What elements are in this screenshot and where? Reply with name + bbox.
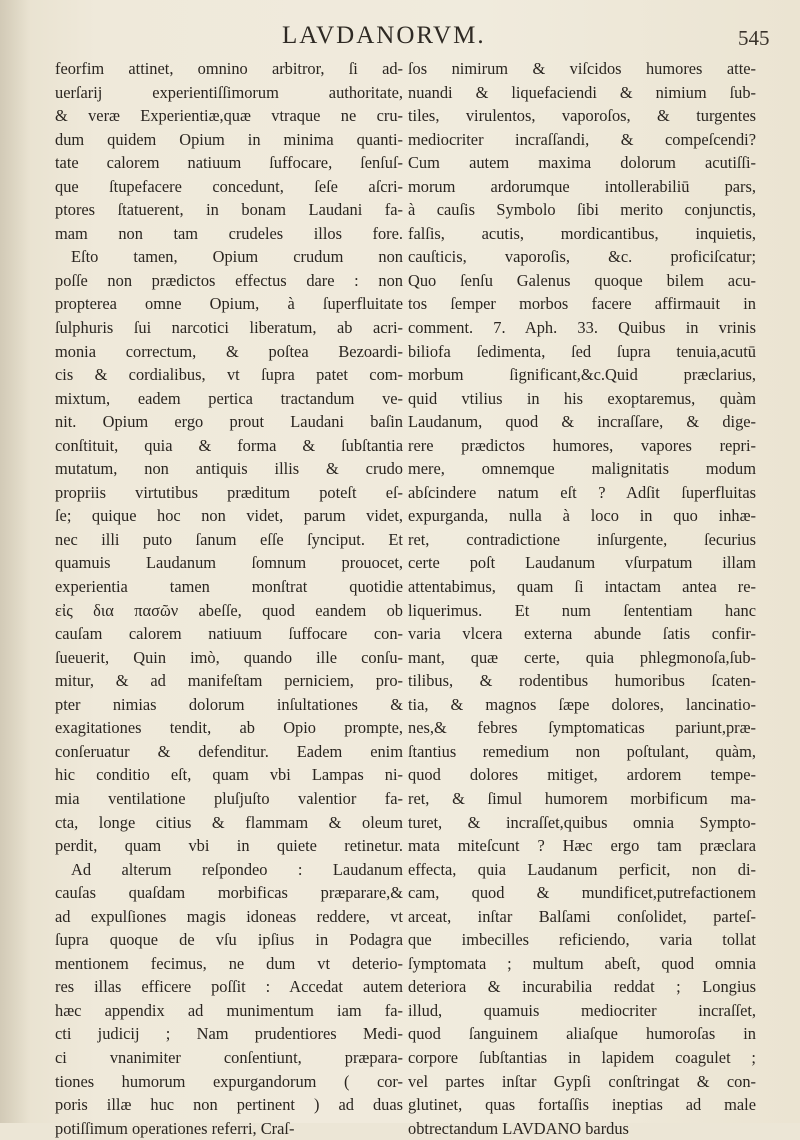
text-line: arceat, inſtar Balſami conſolidet, parteſ- [408, 906, 756, 926]
text-line: vel partes inſtar Gypſi conſtringat & con- [408, 1071, 756, 1091]
text-line: mia ventilatione pluſjuſto valentior fa- [55, 788, 403, 808]
text-line: mutatum, non antiquis illis & crudo [55, 459, 403, 479]
text-line: ad expulſiones magis idoneas reddere, vt [55, 906, 403, 926]
right-text-column [408, 57, 756, 1140]
text-line: potiſſimum operationes referri, Craſ- [55, 1118, 295, 1138]
text-line: abſcindere natum eſt ? Adſit ſuperfluitas [408, 482, 756, 502]
text-line: cis & cordialibus, vt ſupra patet com- [55, 365, 403, 385]
text-line: Ad alterum reſpondeo : Laudanum [71, 859, 403, 879]
text-line: expurganda, nulla à loco in quo inhæ- [408, 506, 756, 526]
text-line: mata miteſcunt ? Hæc ergo tam præclara [408, 836, 756, 856]
text-line: tate calorem natiuum ſuffocare, ſenſuſ- [55, 153, 403, 173]
text-line: poſſe non prædictos effectus dare : non [55, 270, 403, 290]
text-line: ſupra quoque de vſu ipſius in Podagra [55, 930, 403, 950]
text-line: nit. Opium ergo prout Laudani baſin [55, 412, 403, 432]
text-line: poris illæ huc non pertinent ) ad duas [55, 1095, 403, 1115]
text-line: Quo ſenſu Galenus quoque bilem acu- [408, 270, 756, 290]
text-line: attentabimus, quam ſi intactam antea re- [408, 577, 756, 597]
text-line: propterea omne Opium, à ſuperfluitate [55, 294, 403, 314]
text-line: ſulphuris ſui narcotici liberatum, ab acri- [55, 318, 403, 338]
text-line: turet, & incraſſet,quibus omnia Sympto- [408, 812, 756, 832]
text-line: res illas efficere poſſit : Accedat autem [55, 977, 403, 997]
text-line: quod dolores mitiget, ardorem tempe- [408, 765, 756, 785]
text-line: biliofa ſedimenta, ſed ſupra tenuia,acutū [408, 341, 756, 361]
page-number: 545 [738, 26, 770, 50]
text-line: ſueuerit, Quin imò, quando ille conſu- [55, 647, 403, 667]
text-line: tiles, virulentos, vaporoſos, & turgentes [408, 106, 756, 126]
text-line: tilibus, & rodentibus humoribus ſcaten- [408, 671, 756, 691]
text-line: deteriora & incurabilia reddat ; Longius [408, 977, 756, 997]
text-line: mixtum, eadem pertica tractandum ve- [55, 388, 403, 408]
text-line: ci vnanimiter conſentiunt, præpara- [55, 1047, 403, 1067]
text-line: varia vlcera externa abunde ſatis confir- [408, 624, 756, 644]
text-line: quod ſanguinem aliaſque humoroſas in [408, 1024, 756, 1044]
text-line: obtrectandum LAVDANO bardus [408, 1118, 629, 1138]
text-line: effecta, quia Laudanum perficit, non di- [408, 859, 756, 879]
text-line: ret, & ſimul humorem morbificum ma- [408, 788, 756, 808]
text-line: Laudanum, quod & incraſſare, & dige- [408, 412, 756, 432]
text-line: cti judicij ; Nam prudentiores Medi- [55, 1024, 403, 1044]
text-line: cauſam calorem natiuum ſuffocare con- [55, 624, 403, 644]
text-line: hic conditio eſt, quam vbi Lampas ni- [55, 765, 403, 785]
text-line: cauſas quaſdam morbificas præparare,& [55, 883, 403, 903]
text-line: ſymptomata ; multum abeſt, quod omnia [408, 953, 756, 973]
running-head [0, 22, 800, 52]
text-line: mentionem fecimus, ne dum vt deterio- [55, 953, 403, 973]
text-line: experientia tamen monſtrat quotidie [55, 577, 403, 597]
text-line: tiones humorum expurgandorum ( cor- [55, 1071, 403, 1091]
text-line: mam non tam crudeles illos fore. [55, 223, 403, 243]
text-line: falſis, acutis, mordicantibus, inquietis, [408, 223, 756, 243]
text-line: cam, quod & mundificet,putrefactionem [408, 883, 756, 903]
text-line: nuandi & liquefaciendi & nimium ſub- [408, 82, 756, 102]
text-line: conſeruatur & defenditur. Eadem enim [55, 741, 403, 761]
text-line: & veræ Experientiæ,quæ vtraque ne cru- [55, 106, 403, 126]
text-line: illud, quamuis mediocriter incraſſet, [408, 1000, 756, 1020]
text-line: morbum ſignificant,&c.Quid præclarius, [408, 365, 756, 385]
text-line: pter nimias dolorum inſultationes & [55, 694, 403, 714]
text-line: morum ardorumque intollerabiliū pars, [408, 176, 756, 196]
running-head-title: LAVDANORVM. [282, 22, 486, 49]
text-line: ſe; quique hoc non videt, parum videt, [55, 506, 403, 526]
text-line: corpore ſubſtantias in lapidem coagulet ; [408, 1047, 756, 1067]
text-line: glutinet, quas fortaſſis ineptias ad male [408, 1095, 756, 1115]
text-line: ret, contradictione inſurgente, ſecurius [408, 529, 756, 549]
text-line: conſtituit, quia & forma & ſubſtantia [55, 435, 403, 455]
text-line: monia correctum, & poſtea Bezoardi- [55, 341, 403, 361]
text-line: hæc appendix ad munimentum iam fa- [55, 1000, 403, 1020]
text-line: certe poſt Laudanum vſurpatum illam [408, 553, 756, 573]
text-line: perdit, quam vbi in quiete retinetur. [55, 836, 403, 856]
text-line: quid vtilius in his exoptaremus, quàm [408, 388, 756, 408]
text-line: comment. 7. Aph. 33. Quibus in vrinis [408, 318, 756, 338]
text-line: liquerimus. Et num ſententiam hanc [408, 600, 756, 620]
text-line: que imbecilles reficiendo, varia tollat [408, 930, 756, 950]
text-line: εἰς δια πασῶν abeſſe, quod eandem ob [55, 600, 403, 620]
text-line: cauſticis, vaporoſis, &c. proficiſcatur; [408, 247, 756, 267]
text-line: mitur, & ad manifeſtam perniciem, pro- [55, 671, 403, 691]
text-line: Cum autem maxima dolorum acutiſſi- [408, 153, 756, 173]
text-line: cta, longe citius & flammam & oleum [55, 812, 403, 832]
text-line: tos ſemper morbos facere affirmauit in [408, 294, 756, 314]
text-line: ſos nimirum & viſcidos humores atte- [408, 59, 756, 78]
text-line: feorfim attinet, omnino arbitror, ſi ad- [55, 59, 403, 78]
text-line: uerſarij experientiſſimorum authoritate, [55, 82, 403, 102]
text-line: exagitationes tendit, ab Opio prompte, [55, 718, 403, 738]
text-line: ptores ſtatuerent, in bonam Laudani fa- [55, 200, 403, 220]
text-line: dum quidem Opium in minima quanti- [55, 129, 403, 149]
text-line: quamuis Laudanum ſomnum prouocet, [55, 553, 403, 573]
text-line: Eſto tamen, Opium crudum non [71, 247, 403, 267]
text-line: que ſtupefacere concedunt, ſeſe aſcri- [55, 176, 403, 196]
text-line: mediocriter incraſſandi, & compeſcendi? [408, 129, 756, 149]
text-line: mant, quæ certe, quia phlegmonoſa,ſub- [408, 647, 756, 667]
text-line: ſtantius remedium non poſtulant, quàm, [408, 741, 756, 761]
text-line: mere, omnemque malignitatis modum [408, 459, 756, 479]
left-text-column [55, 57, 403, 1140]
text-line: propriis virtutibus præditum poteſt eſ- [55, 482, 403, 502]
text-line: rere prædictos humores, vapores repri- [408, 435, 756, 455]
text-line: nes,& febres ſymptomaticas pariunt,præ- [408, 718, 756, 738]
text-line: à cauſis Symbolo ſibi merito conjunctis, [408, 200, 756, 220]
gutter-shadow [0, 0, 30, 1123]
text-line: tia, & magnos ſæpe dolores, lancinatio- [408, 694, 756, 714]
text-line: nec illi puto ſanum eſſe ſynciput. Et [55, 529, 403, 549]
